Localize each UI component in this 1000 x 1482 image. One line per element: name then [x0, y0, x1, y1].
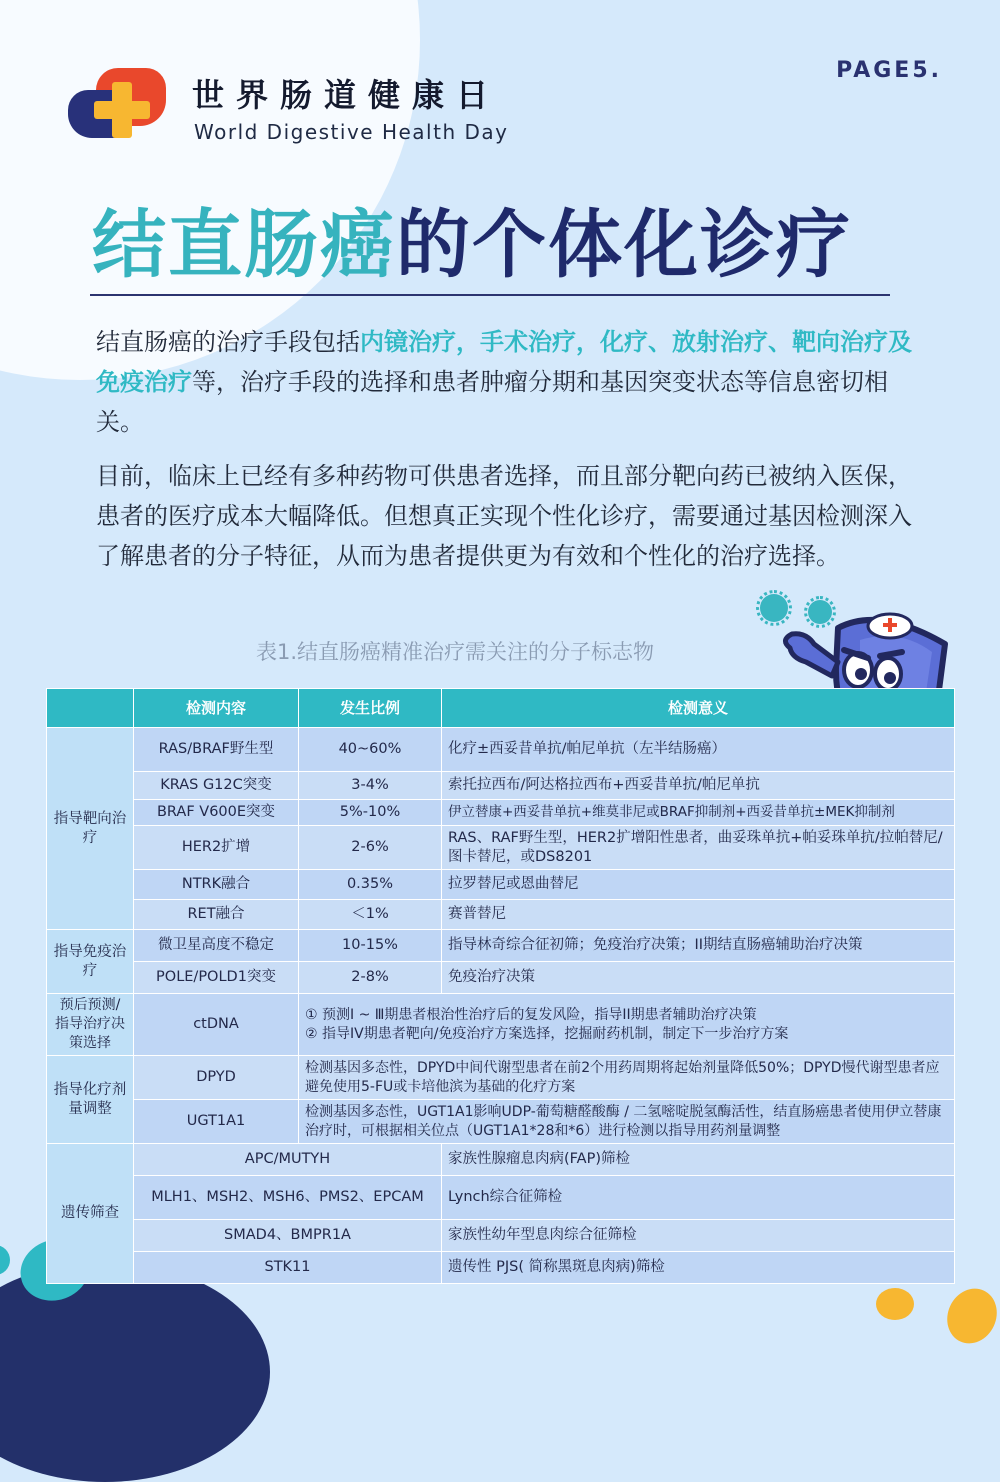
- table-cell-test: RET融合: [134, 900, 299, 930]
- table-cell-test: ctDNA: [134, 994, 299, 1056]
- table-row: [47, 1252, 955, 1284]
- table-group-label: 指导免疫治疗: [47, 930, 134, 994]
- table-row: [47, 1100, 955, 1144]
- table-cell-significance: 拉罗替尼或恩曲替尼: [442, 870, 955, 900]
- ctdna-point-2: ② 指导IV期患者靶向/免疫治疗方案选择，挖掘耐药机制，制定下一步治疗方案: [305, 1025, 789, 1042]
- table-row: [47, 800, 955, 826]
- ctdna-point-1: ① 预测Ⅰ ~ Ⅲ期患者根治性治疗后的复发风险，指导II期患者辅助治疗决策: [305, 1006, 757, 1023]
- table-cell-rate: 40~60%: [299, 728, 442, 772]
- page-label: PAGE5.: [836, 58, 942, 83]
- page-title: [92, 186, 852, 292]
- table-cell-rate: 0.35%: [299, 870, 442, 900]
- table-cell-significance: 化疗±西妥昔单抗/帕尼单抗（左半结肠癌）: [442, 728, 955, 772]
- table-cell-significance: 检测基因多态性，DPYD中间代谢型患者在前2个用药周期将起始剂量降低50%；DPYD慢代谢型患者应避免使用5-FU或卡培他滨为基础的化疗方案: [299, 1056, 955, 1100]
- table-header-category: [47, 689, 134, 728]
- table-cell-test: SMAD4、BMPR1A: [134, 1220, 442, 1252]
- brand-name-cn: 世界肠道健康日: [192, 76, 501, 114]
- table-cell-test: POLE/POLD1突变: [134, 962, 299, 994]
- table-group-label: 指导靶向治疗: [47, 728, 134, 930]
- table-cell-significance: 遗传性 PJS( 简称黑斑息肉病)筛检: [442, 1252, 955, 1284]
- title-divider: [90, 294, 890, 296]
- table-cell-significance: RAS、RAF野生型，HER2扩增阳性患者，曲妥珠单抗+帕妥珠单抗/拉帕替尼/图卡替尼，或DS8201: [442, 826, 955, 870]
- intro-text-after: 等，治疗手段的选择和患者肿瘤分期和基因突变状态等信息密切相关。: [96, 368, 888, 436]
- table-cell-rate: ＜1%: [299, 900, 442, 930]
- table-cell-significance: 免疫治疗决策: [442, 962, 955, 994]
- table-cell-significance: 索托拉西布/阿达格拉西布+西妥昔单抗/帕尼单抗: [442, 772, 955, 800]
- table-header-rate: 发生比例: [299, 689, 442, 728]
- table-cell-test: NTRK融合: [134, 870, 299, 900]
- table-cell-rate: 10-15%: [299, 930, 442, 962]
- table-row: [47, 900, 955, 930]
- table-cell-significance: [299, 994, 955, 1056]
- table-header-test: 检测内容: [134, 689, 299, 728]
- table-row: [47, 1144, 955, 1176]
- table-cell-rate: 5%-10%: [299, 800, 442, 826]
- table-row: [47, 826, 955, 870]
- table-row: [47, 1176, 955, 1220]
- table-cell-significance: 检测基因多态性，UGT1A1影响UDP-葡萄糖醛酸酶 / 二氢嘧啶脱氢酶活性，结直肠癌患者使用伊立替康治疗时，可根据相关位点（UGT1A1*28和*6）进行检测以指导用药剂量调整: [299, 1100, 955, 1144]
- table-cell-significance: Lynch综合征筛检: [442, 1176, 955, 1220]
- background-blob-teal-small: [0, 1245, 10, 1275]
- molecular-markers-table: [46, 688, 955, 1284]
- table-row: [47, 930, 955, 962]
- table-cell-test: STK11: [134, 1252, 442, 1284]
- table-cell-significance: 家族性腺瘤息肉病(FAP)筛检: [442, 1144, 955, 1176]
- table-row: [47, 962, 955, 994]
- table-row: [47, 772, 955, 800]
- table-cell-significance: 指导林奇综合征初筛；免疫治疗决策；II期结直肠癌辅助治疗决策: [442, 930, 955, 962]
- table-cell-test: APC/MUTYH: [134, 1144, 442, 1176]
- table-row: [47, 870, 955, 900]
- page-title-accent: 结直肠癌: [92, 202, 396, 288]
- background-dot-yellow: [876, 1288, 914, 1320]
- table-row: [47, 728, 955, 772]
- table-row: [47, 994, 955, 1056]
- table-cell-significance: 家族性幼年型息肉综合征筛检: [442, 1220, 955, 1252]
- table-group-label: 预后预测/指导治疗决策选择: [47, 994, 134, 1056]
- table-cell-significance: 伊立替康+西妥昔单抗+维莫非尼或BRAF抑制剂+西妥昔单抗±MEK抑制剂: [442, 800, 955, 826]
- table-cell-rate: 2-6%: [299, 826, 442, 870]
- table-cell-rate: 2-8%: [299, 962, 442, 994]
- table-cell-significance: 赛普替尼: [442, 900, 955, 930]
- table-header-row: [47, 689, 955, 728]
- brand-name-en: World Digestive Health Day: [194, 120, 509, 144]
- context-paragraph: 目前，临床上已经有多种药物可供患者选择，而且部分靶向药已被纳入医保，患者的医疗成本大幅降低。但想真正实现个性化诊疗，需要通过基因检测深入了解患者的分子特征，从而为患者提供更为有效和个性化的治疗选择。: [96, 462, 912, 570]
- table-cell-test: UGT1A1: [134, 1100, 299, 1144]
- table-cell-test: HER2扩增: [134, 826, 299, 870]
- intro-text-before: 结直肠癌的治疗手段包括: [96, 328, 360, 356]
- intro-paragraph: [96, 322, 916, 442]
- background-dot-yellow-large: [938, 1280, 1000, 1351]
- table-row: [47, 1220, 955, 1252]
- table-cell-test: DPYD: [134, 1056, 299, 1100]
- table-cell-test: KRAS G12C突变: [134, 772, 299, 800]
- table-cell-test: BRAF V600E突变: [134, 800, 299, 826]
- table-cell-test: RAS/BRAF野生型: [134, 728, 299, 772]
- table-group-label: 遗传筛查: [47, 1144, 134, 1284]
- health-day-logo-icon: [68, 68, 173, 140]
- page-title-main: 的个体化诊疗: [396, 202, 852, 288]
- table-cell-test: MLH1、MSH2、MSH6、PMS2、EPCAM: [134, 1176, 442, 1220]
- table-caption: 表1.结直肠癌精准治疗需关注的分子标志物: [256, 640, 655, 664]
- intro-text-highlight: 内镜治疗，手术治疗，化疗、放射治疗、靶向治疗及免疫治疗: [96, 328, 912, 396]
- table-cell-test: 微卫星高度不稳定: [134, 930, 299, 962]
- table-row: [47, 1056, 955, 1100]
- table-group-label: 指导化疗剂量调整: [47, 1056, 134, 1144]
- table-header-significance: 检测意义: [442, 689, 955, 728]
- table-cell-rate: 3-4%: [299, 772, 442, 800]
